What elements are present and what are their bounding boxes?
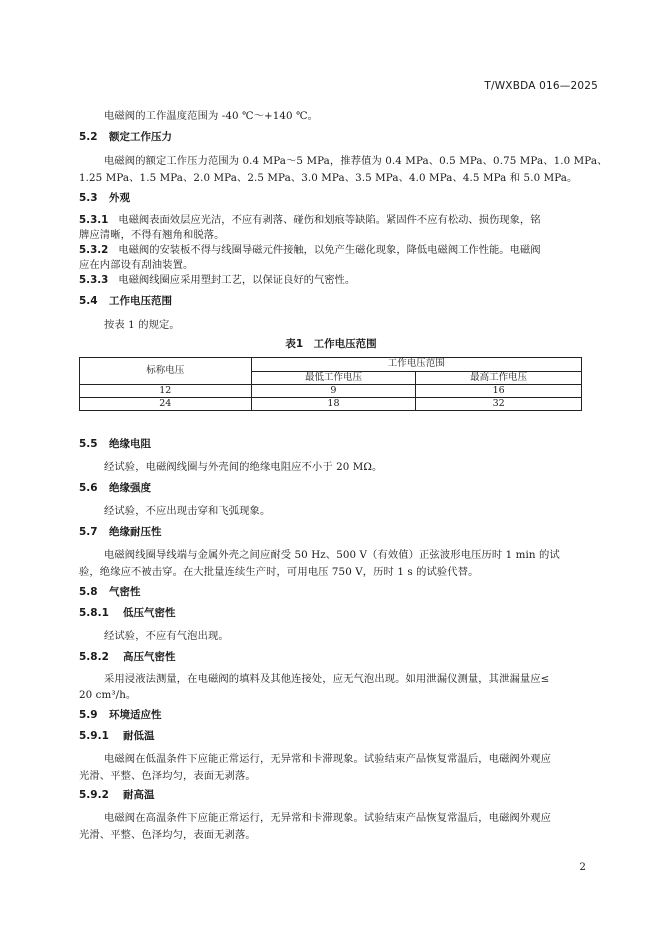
item-number: 5.3.2 <box>79 244 109 256</box>
item-number: 5.9.1 <box>79 730 109 742</box>
section-5-7-line2: 验，绝缘应不被击穿。在大批量连续生产时，可用电压 750 V，历时 1 s 的试验代替。 <box>79 566 479 578</box>
item-5-9-1-heading <box>79 728 155 743</box>
voltage-range-table <box>79 357 582 411</box>
item-5-9-2-heading <box>79 787 155 802</box>
section-5-7-heading <box>79 524 162 539</box>
operating-temperature-text: 电磁阀的工作温度范围为 -40 ℃～+140 ℃。 <box>104 110 319 122</box>
header-max-voltage: 最高工作电压 <box>416 371 582 385</box>
section-5-4-text: 按表 1 的规定。 <box>104 319 180 331</box>
document-code: T/WXBDA 016—2025 <box>484 80 598 92</box>
item-5-8-1-text: 经试验，不应有气泡出现。 <box>104 630 229 642</box>
item-5-8-2-line1: 采用浸液法测量，在电磁阀的填料及其他连接处，应无气泡出现。如用泄漏仪测量，其泄漏量应≤ <box>104 673 550 685</box>
section-title: 额定工作压力 <box>109 131 172 143</box>
item-text: 电磁阀表面效层应光洁，不应有剥落、碰伤和划痕等缺陷。紧固件不应有松动、损伤现象，铭 <box>118 214 541 226</box>
table-row <box>80 385 582 398</box>
page-number: 2 <box>579 861 586 873</box>
item-5-3-1-line2: 牌应清晰，不得有翘角和脱落。 <box>79 229 225 241</box>
item-5-3-2-line2: 应在内部设有刮油装置。 <box>79 259 194 271</box>
section-number: 5.3 <box>79 192 98 204</box>
section-title: 绝缘强度 <box>109 482 151 494</box>
cell-nominal: 12 <box>80 385 252 398</box>
section-5-5-text: 经试验，电磁阀线圈与外壳间的绝缘电阻应不小于 20 MΩ。 <box>104 461 383 473</box>
item-number: 5.3.3 <box>79 274 109 286</box>
section-title: 工作电压范围 <box>109 295 172 307</box>
item-5-8-2-heading <box>79 649 176 664</box>
item-title: 低压气密性 <box>123 607 176 619</box>
item-number: 5.9.2 <box>79 789 109 801</box>
section-title: 绝缘耐压性 <box>109 526 162 538</box>
section-number: 5.4 <box>79 295 98 307</box>
item-5-3-2-line1 <box>79 241 541 256</box>
item-5-8-1-heading <box>79 605 176 620</box>
section-title: 外观 <box>109 192 130 204</box>
item-5-3-1-line1 <box>79 211 541 226</box>
cell-min: 18 <box>251 398 416 411</box>
section-5-8-heading <box>79 584 141 599</box>
section-5-6-heading <box>79 480 151 495</box>
table-row <box>80 398 582 411</box>
section-number: 5.2 <box>79 131 98 143</box>
item-number: 5.3.1 <box>79 214 109 226</box>
header-working-range: 工作电压范围 <box>251 358 581 372</box>
section-title: 气密性 <box>109 586 141 598</box>
item-5-9-1-line2: 光滑、平整、色泽均匀，表面无剥落。 <box>79 770 256 782</box>
section-number: 5.7 <box>79 526 98 538</box>
item-text: 电磁阀的安装板不得与线圈导磁元件接触，以免产生磁化现象，降低电磁阀工作性能。电磁阀 <box>118 244 541 256</box>
section-5-3-heading <box>79 190 130 205</box>
item-5-9-2-line1: 电磁阀在高温条件下应能正常运行，无异常和卡滞现象。试验结束产品恢复常温后，电磁阀外观应 <box>104 812 552 824</box>
header-min-voltage: 最低工作电压 <box>251 371 416 385</box>
item-title: 耐低温 <box>123 730 155 742</box>
item-number: 5.8.2 <box>79 651 109 663</box>
table-caption: 表1 工作电压范围 <box>285 338 377 350</box>
section-title: 环境适应性 <box>109 709 162 721</box>
section-5-6-text: 经试验，不应出现击穿和飞弧现象。 <box>104 505 271 517</box>
item-text: 电磁阀线圈应采用塑封工艺，以保证良好的气密性。 <box>118 274 356 286</box>
cell-max: 16 <box>416 385 582 398</box>
section-number: 5.8 <box>79 586 98 598</box>
section-5-2-line2: 1.25 MPa、1.5 MPa、2.0 MPa、2.5 MPa、3.0 MPa、3.5 MPa、4.0 MPa、4.5 MPa 和 5.0 MPa。 <box>79 172 578 184</box>
section-5-2-heading <box>79 129 172 144</box>
section-5-2-line1: 电磁阀的额定工作压力范围为 0.4 MPa～5 MPa，推荐值为 0.4 MPa、0.5 MPa、0.75 MPa、1.0 MPa、 <box>104 155 608 167</box>
cell-nominal: 24 <box>80 398 252 411</box>
header-nominal-voltage: 标称电压 <box>80 358 252 385</box>
section-5-5-heading <box>79 436 151 451</box>
section-5-7-line1: 电磁阀线圈导线端与金属外壳之间应耐受 50 Hz、500 V（有效值）正弦波形电压历时 1 min 的试 <box>104 549 560 561</box>
item-title: 耐高温 <box>123 789 155 801</box>
item-5-9-2-line2: 光滑、平整、色泽均匀，表面无剥落。 <box>79 829 256 841</box>
item-number: 5.8.1 <box>79 607 109 619</box>
table-header-row <box>80 358 582 372</box>
section-number: 5.6 <box>79 482 98 494</box>
section-number: 5.5 <box>79 438 98 450</box>
item-5-3-3-line1 <box>79 271 355 286</box>
item-5-9-1-line1: 电磁阀在低温条件下应能正常运行，无异常和卡滞现象。试验结束产品恢复常温后，电磁阀外观应 <box>104 753 552 765</box>
section-title: 绝缘电阻 <box>109 438 151 450</box>
cell-max: 32 <box>416 398 582 411</box>
section-5-4-heading <box>79 293 172 308</box>
item-5-8-2-line2: 20 cm³/h。 <box>79 689 137 701</box>
section-number: 5.9 <box>79 709 98 721</box>
item-title: 高压气密性 <box>123 651 176 663</box>
cell-min: 9 <box>251 385 416 398</box>
section-5-9-heading <box>79 707 162 722</box>
